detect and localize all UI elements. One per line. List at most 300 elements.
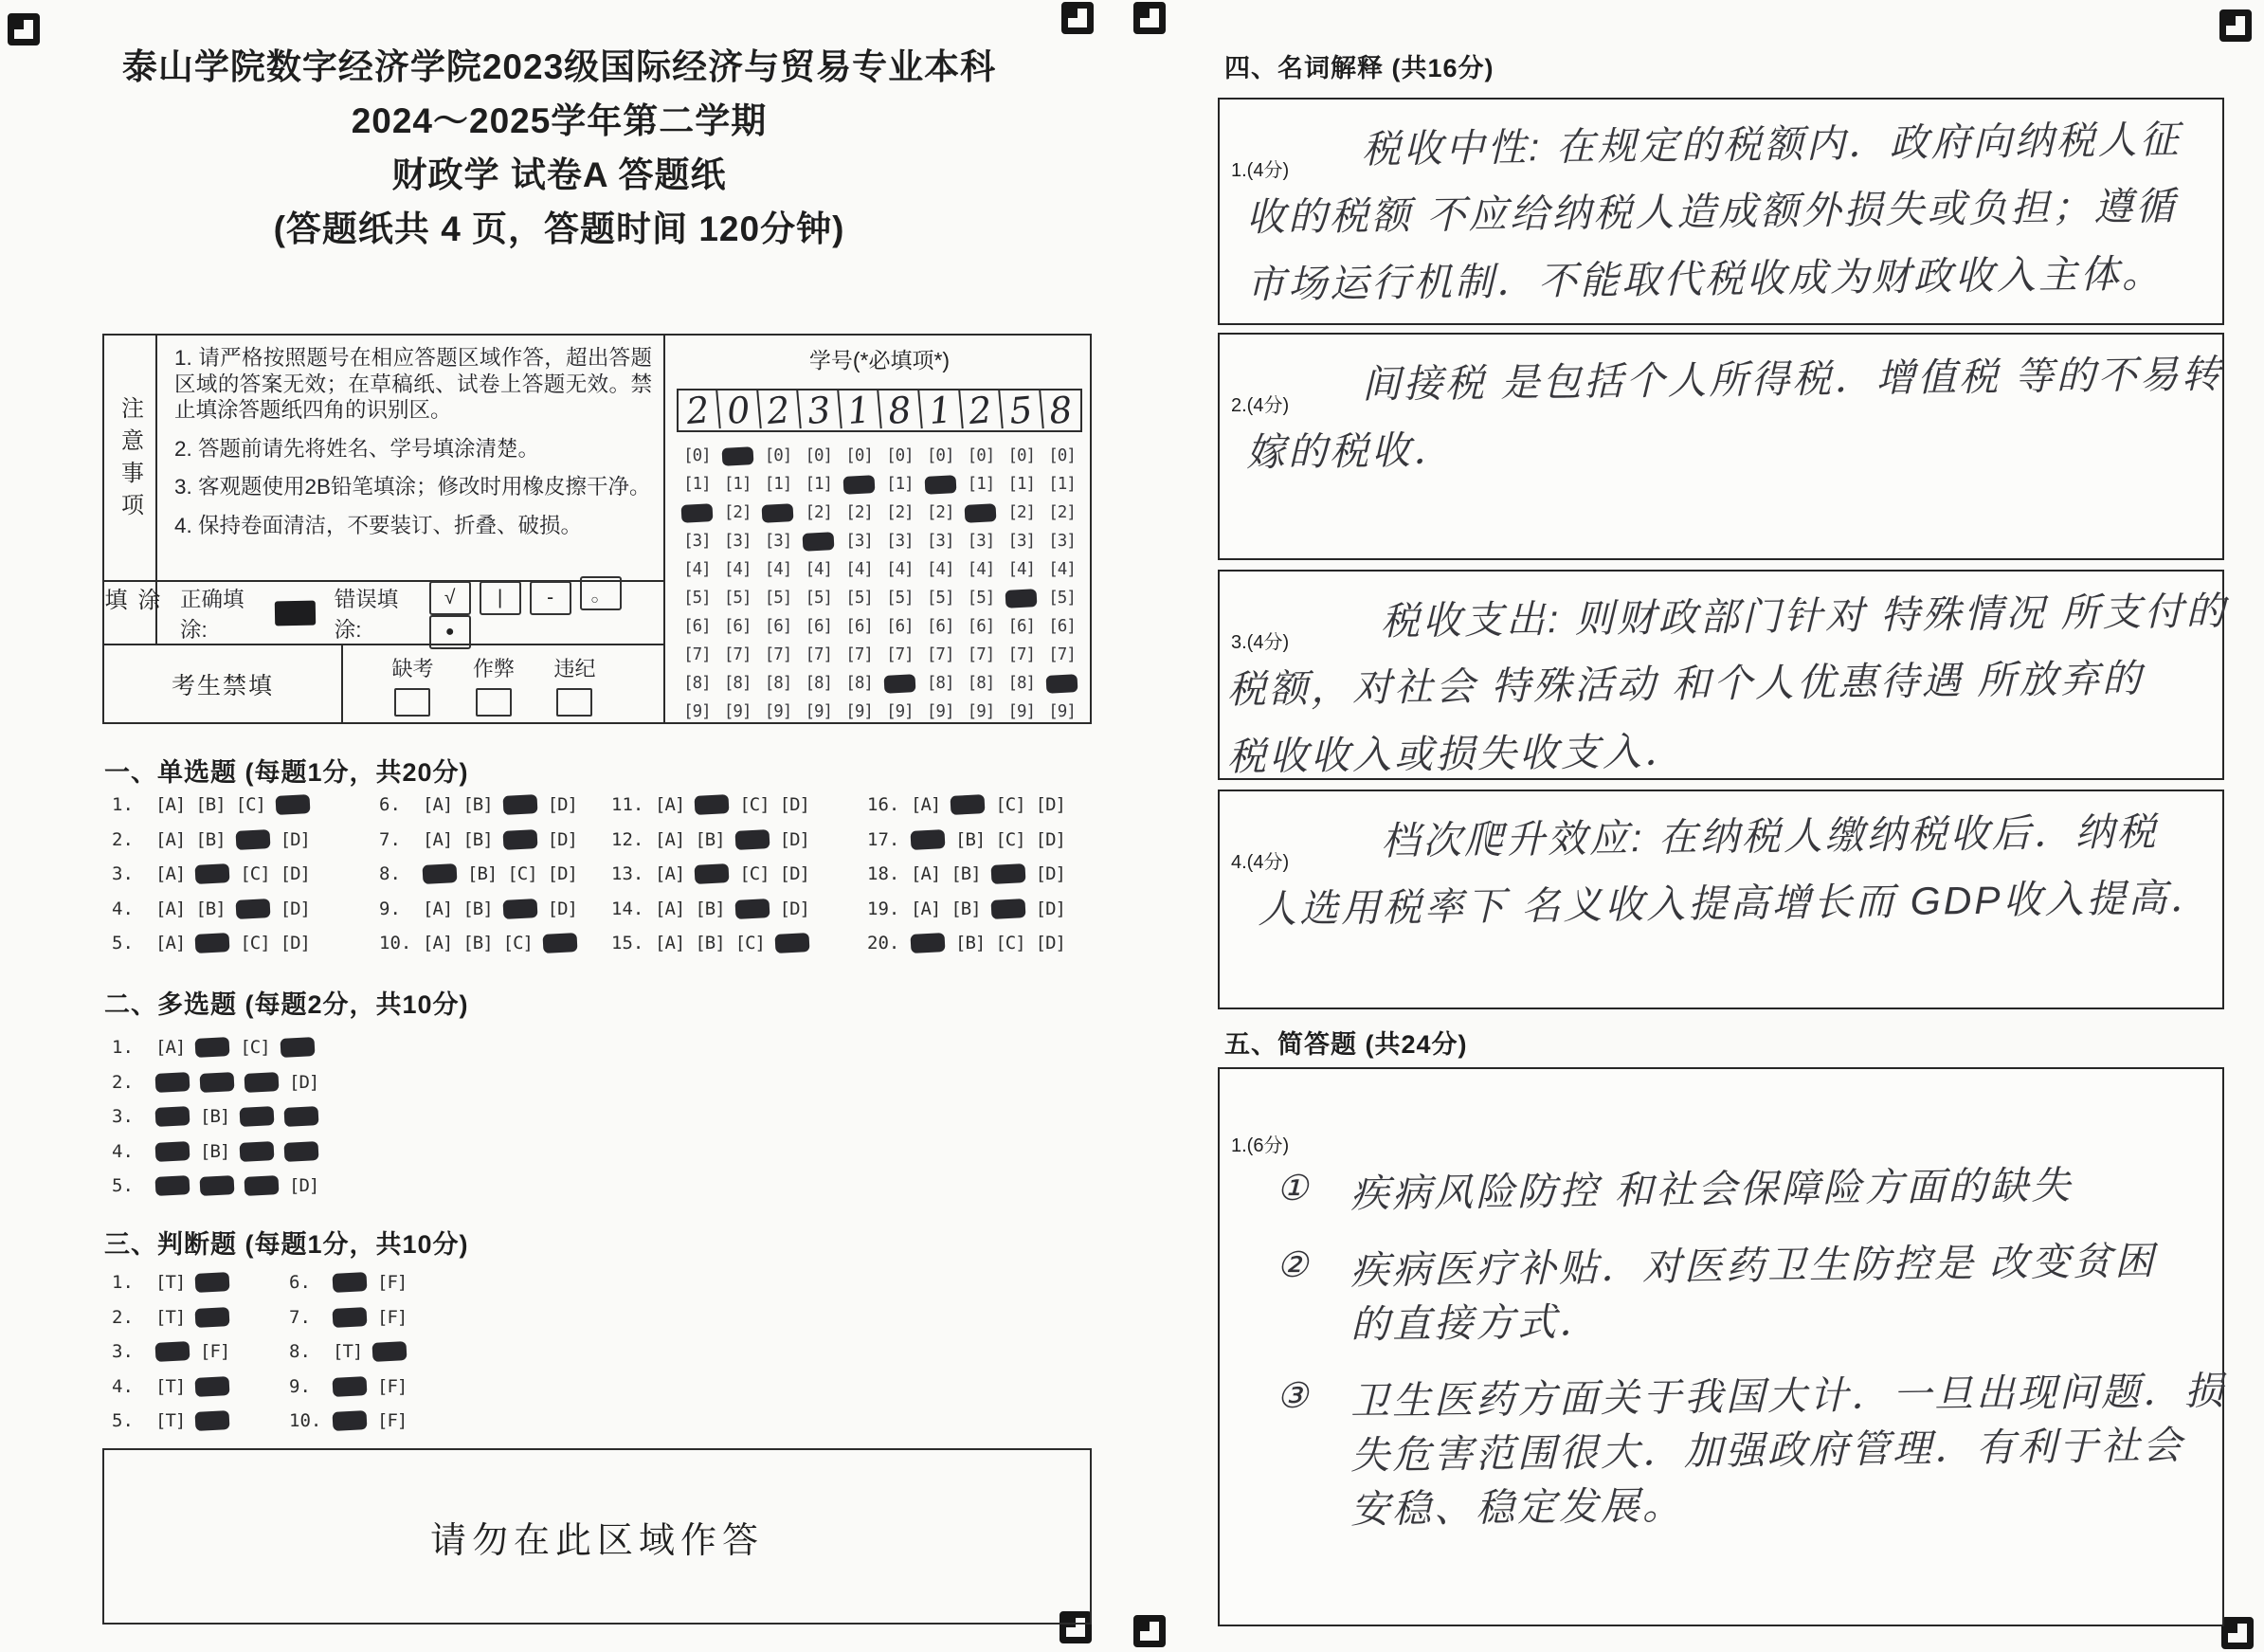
id-bubble: [6] [805, 617, 833, 636]
wrong-fill-mark: - [547, 587, 554, 608]
id-bubble: [3] [926, 532, 954, 551]
option-d: [D] [280, 898, 310, 919]
id-bubble: [0] [683, 446, 711, 465]
registration-mark [1133, 2, 1166, 34]
notice-item: 2. 答题前请先将姓名、学号填涂清楚。 [174, 436, 540, 461]
section-title-term-definitions: 四、名词解释 (共16分) [1224, 54, 1494, 82]
filled-answer-d [542, 933, 577, 953]
id-bubble: [9] [926, 702, 954, 721]
judgment-col-2 [289, 1272, 417, 1445]
pencil-fill-mark [843, 475, 876, 495]
student-id-digit: 1 [839, 389, 882, 432]
id-bubble: [5] [805, 589, 833, 608]
option-d: [D] [547, 863, 577, 884]
filled-answer-b [200, 1175, 235, 1196]
examiner-item-checkbox [394, 688, 430, 717]
question-number: 1. [112, 794, 134, 815]
correct-fill-example [275, 600, 316, 626]
id-bubble-row [677, 442, 1082, 470]
filled-answer-a [155, 1106, 190, 1127]
pencil-fill-mark [1005, 589, 1038, 608]
option-b: [B] [195, 794, 226, 815]
id-bubble: [8] [1007, 674, 1036, 693]
option-t: [T] [155, 1272, 186, 1293]
id-bubble: [5] [886, 589, 914, 608]
question-number: 7. [379, 828, 401, 850]
option-c: [C] [240, 863, 270, 884]
examiner-only-label: 考生禁填 [104, 645, 343, 722]
filled-answer-d [280, 1037, 315, 1058]
student-id-digit: 2 [757, 389, 801, 432]
question-row [379, 933, 588, 968]
id-bubble: [0] [1048, 446, 1076, 465]
id-bubble: [4] [886, 560, 914, 579]
question-number: 6. [289, 1272, 311, 1293]
handwritten-line: 档次爬升效应: 在纳税人缴纳税收后．纳税 [1380, 809, 2160, 863]
id-bubble: [9] [1048, 702, 1076, 721]
single-choice-col-1 [112, 794, 320, 968]
filled-answer-a [155, 1072, 190, 1093]
id-bubble: [9] [764, 702, 792, 721]
short-answer-points [1277, 1151, 2227, 1554]
id-bubble-row [677, 499, 1082, 527]
option-a: [A] [423, 898, 453, 919]
registration-mark [1133, 1615, 1166, 1647]
option-c: [C] [240, 1037, 270, 1058]
question-row [112, 863, 320, 899]
handwritten-line: 卫生医药方面关于我国大计．一旦出现问题．损 [1349, 1369, 2227, 1424]
filled-answer-b [195, 1037, 230, 1058]
handwritten-line: 税额，对社会 特殊活动 和个人优惠待遇 所放弃的 [1226, 656, 2145, 712]
id-bubble: [2] [926, 503, 954, 522]
filled-answer-t [155, 1341, 190, 1362]
question-number: 20. [867, 933, 900, 953]
question-number: 4. [112, 1375, 134, 1397]
filled-answer-c [240, 1106, 275, 1127]
option-c: [C] [739, 794, 770, 815]
id-bubble-filled [1001, 584, 1041, 612]
filled-answer-t [333, 1410, 368, 1431]
question-number: 4. [112, 898, 134, 919]
id-bubble: [7] [764, 645, 792, 664]
id-bubble: [4] [1007, 560, 1036, 579]
option-b: [B] [462, 933, 493, 953]
examiner-only-items [343, 645, 663, 722]
student-id-digit: 2 [677, 389, 720, 432]
question-row [289, 1376, 417, 1411]
single-choice-col-3 [611, 794, 820, 968]
id-bubble: [2] [805, 503, 833, 522]
examiner-item-label: 作弊 [472, 657, 515, 681]
title-line: 泰山学院数字经济学院2023级国际经济与贸易专业本科 [121, 47, 997, 86]
id-bubble: [4] [764, 560, 792, 579]
option-d: [D] [1035, 828, 1065, 850]
student-id-digit: 0 [717, 389, 761, 432]
filled-answer-a [911, 933, 946, 953]
question-row [112, 794, 320, 829]
id-bubble-row [677, 584, 1082, 612]
option-a: [A] [155, 863, 186, 884]
handwritten-line: 失危害范围很大．加强政府管理．有利于社会 [1349, 1423, 2185, 1478]
question-row [379, 794, 588, 829]
option-d: [D] [547, 898, 577, 919]
filled-answer-c [235, 899, 270, 919]
id-bubble: [9] [805, 702, 833, 721]
question-row [289, 1307, 417, 1342]
notice-box [102, 334, 1092, 724]
term-answer-box-3 [1218, 570, 2228, 780]
wrong-fill-mark: √ [444, 587, 456, 608]
id-bubble-filled [798, 527, 839, 555]
title-line: 财政学 试卷A 答题纸 [391, 155, 727, 194]
student-id-header: 学号(*必填项*) [808, 348, 951, 372]
wrong-fill-mark: ○ [590, 591, 599, 607]
title-line: 2024～2025学年第二学期 [351, 101, 768, 140]
single-choice-col-2 [379, 794, 588, 968]
answer-label: 1.(6分) [1231, 1135, 1290, 1156]
id-bubble: [4] [683, 560, 711, 579]
option-a: [A] [155, 828, 186, 850]
filled-answer-b [951, 794, 986, 815]
option-d: [D] [280, 863, 310, 884]
option-b: [B] [955, 828, 986, 850]
id-bubble: [6] [1007, 617, 1036, 636]
option-a: [A] [423, 828, 453, 850]
filled-answer-f [195, 1410, 230, 1431]
question-number: 7. [289, 1306, 311, 1328]
id-bubble: [2] [1007, 503, 1036, 522]
id-bubble: [7] [967, 645, 995, 664]
student-id-digit: 1 [919, 389, 963, 432]
filled-answer-a [423, 863, 458, 884]
student-id-digit: 2 [959, 389, 1003, 432]
option-a: [A] [911, 794, 941, 815]
id-bubble: [4] [926, 560, 954, 579]
option-a: [A] [155, 794, 186, 815]
question-row [867, 794, 1076, 829]
title-line: (答题纸共 4 页，答题时间 120分钟) [273, 209, 845, 248]
id-bubble: [8] [805, 674, 833, 693]
handwritten-line: 收的税额 不应给纳税人造成额外损失或负担；遵循 [1245, 184, 2178, 240]
id-bubble-filled [1041, 669, 1082, 698]
option-d: [D] [779, 794, 809, 815]
id-bubble: [9] [886, 702, 914, 721]
option-c: [C] [507, 863, 537, 884]
id-bubble-filled [758, 499, 799, 527]
id-bubble: [0] [886, 446, 914, 465]
id-bubble-filled [717, 442, 758, 470]
question-row [611, 863, 820, 899]
id-bubble-row [677, 555, 1082, 584]
question-number: 15. [611, 933, 644, 953]
filled-answer-d [284, 1106, 319, 1127]
option-b: [B] [462, 794, 493, 815]
examiner-item-checkbox [556, 688, 592, 717]
question-row [112, 1307, 240, 1342]
question-number: 8. [289, 1341, 311, 1362]
option-d: [D] [1035, 794, 1065, 815]
option-a: [A] [155, 1037, 186, 1058]
question-row [611, 899, 820, 934]
filled-answer-a [155, 1175, 190, 1196]
id-bubble: [9] [845, 702, 873, 721]
correct-fill-label: 正确填涂: [180, 587, 245, 642]
registration-mark [8, 13, 40, 45]
question-row [611, 794, 820, 829]
pencil-fill-mark [803, 532, 835, 552]
examiner-only-row [104, 644, 663, 722]
handwritten-line: 疾病风险防控 和社会保障险方面的缺失 [1349, 1163, 2074, 1216]
option-b: [B] [695, 898, 725, 919]
id-bubble: [0] [764, 446, 792, 465]
question-number: 12. [611, 828, 644, 850]
question-row [112, 933, 320, 968]
question-row [379, 863, 588, 899]
option-c: [C] [995, 794, 1025, 815]
question-number: 5. [112, 1175, 134, 1196]
filled-answer-f [195, 1272, 230, 1293]
notice-row [104, 336, 663, 580]
question-row [112, 1037, 329, 1072]
option-b: [B] [195, 828, 226, 850]
student-id-digit: 3 [798, 389, 842, 432]
question-row [289, 1272, 417, 1307]
option-t: [T] [155, 1410, 186, 1431]
id-bubble: [1] [886, 475, 914, 494]
notice-left-panel [100, 336, 663, 722]
wrong-fill-example [530, 581, 571, 615]
question-number: 19. [867, 898, 900, 919]
question-number: 3. [112, 1341, 134, 1362]
id-bubble-row [677, 470, 1082, 499]
id-bubble: [0] [926, 446, 954, 465]
option-c: [C] [502, 933, 533, 953]
question-row [867, 829, 1076, 864]
student-id-bubble-grid [677, 442, 1082, 726]
question-number: 9. [289, 1375, 311, 1397]
option-d: [D] [1035, 933, 1065, 953]
id-bubble: [4] [723, 560, 752, 579]
filled-answer-f [195, 1376, 230, 1397]
id-bubble: [7] [845, 645, 873, 664]
id-bubble: [8] [845, 674, 873, 693]
option-b: [B] [195, 898, 226, 919]
id-bubble: [0] [805, 446, 833, 465]
question-number: 2. [112, 828, 134, 850]
question-row [289, 1341, 417, 1376]
id-bubble: [0] [1007, 446, 1036, 465]
option-b: [B] [462, 828, 493, 850]
id-bubble: [9] [723, 702, 752, 721]
question-number: 9. [379, 898, 401, 919]
id-bubble: [7] [723, 645, 752, 664]
point-marker: ③ [1277, 1376, 1309, 1415]
question-number: 1. [112, 1037, 134, 1058]
id-bubble: [4] [967, 560, 995, 579]
exam-title-block [57, 40, 1061, 256]
id-bubble-filled [961, 499, 1002, 527]
wrong-fill-example [480, 581, 521, 615]
notice-side-label: 注意事项 [104, 336, 157, 580]
id-bubble: [5] [845, 589, 873, 608]
question-row [867, 899, 1076, 934]
id-bubble: [5] [683, 589, 711, 608]
id-bubble-row [677, 641, 1082, 669]
id-bubble: [3] [764, 532, 792, 551]
handwritten-line: 税收中性: 在规定的税额内．政府向纳税人征 [1361, 117, 2182, 172]
handwritten-line: 安稳、稳定发展。 [1349, 1483, 1685, 1532]
notice-item: 4. 保持卷面清洁，不要装订、折叠、破损。 [174, 513, 583, 537]
judgment-col-1 [112, 1272, 240, 1445]
pencil-fill-mark [680, 503, 713, 523]
filled-answer-a [155, 1141, 190, 1162]
fill-example-row [100, 580, 663, 644]
option-d: [D] [547, 828, 577, 850]
pencil-fill-mark [1046, 674, 1078, 694]
id-bubble: [4] [805, 560, 833, 579]
question-row [112, 1072, 329, 1107]
id-bubble: [1] [683, 475, 711, 494]
short-answer-point [1277, 1162, 2203, 1216]
filled-answer-f [372, 1341, 408, 1362]
option-d: [D] [280, 828, 310, 850]
filled-answer-b [200, 1072, 235, 1093]
option-c: [C] [240, 933, 270, 953]
examiner-item [553, 653, 595, 722]
section-title-single-choice: 一、单选题 (每题1分，共20分) [104, 758, 469, 787]
option-f: [F] [377, 1306, 408, 1328]
option-d: [D] [1035, 863, 1065, 884]
short-answer-point [1277, 1239, 2203, 1347]
id-bubble: [2] [1048, 503, 1076, 522]
wrong-fill-mark: | [497, 587, 503, 608]
id-bubble: [9] [1007, 702, 1036, 721]
option-b: [B] [951, 863, 981, 884]
question-number: 2. [112, 1071, 134, 1093]
option-b: [B] [462, 898, 493, 919]
registration-mark [1061, 2, 1094, 34]
id-bubble: [7] [1048, 645, 1076, 664]
filled-answer-b [695, 794, 730, 815]
handwritten-line: 税收支出: 则财政部门针对 特殊情况 所支付的 [1380, 589, 2228, 644]
pencil-fill-mark [762, 503, 794, 523]
option-a: [A] [911, 863, 941, 884]
answer-label: 2.(4分) [1231, 395, 1290, 416]
id-bubble: [3] [683, 532, 711, 551]
id-bubble: [6] [845, 617, 873, 636]
id-bubble: [0] [845, 446, 873, 465]
question-number: 14. [611, 898, 644, 919]
id-bubble-row [677, 669, 1082, 698]
id-bubble: [6] [723, 617, 752, 636]
question-row [112, 1272, 240, 1307]
option-d: [D] [779, 863, 809, 884]
registration-mark [2219, 9, 2252, 42]
filled-answer-d [284, 1141, 319, 1162]
filled-answer-c [990, 899, 1025, 919]
id-bubble: [3] [1007, 532, 1036, 551]
id-bubble-filled [879, 669, 920, 698]
option-f: [F] [200, 1341, 230, 1362]
option-a: [A] [655, 828, 685, 850]
id-bubble: [3] [886, 532, 914, 551]
filled-answer-d [275, 794, 310, 815]
id-bubble: [9] [967, 702, 995, 721]
multi-choice-col [112, 1037, 329, 1210]
student-id-digit-row [677, 389, 1082, 432]
option-b: [B] [695, 828, 725, 850]
option-a: [A] [423, 933, 453, 953]
wrong-fill-label: 错误填涂: [334, 587, 399, 642]
question-row [611, 829, 820, 864]
id-bubble: [5] [764, 589, 792, 608]
filled-answer-c [502, 794, 537, 815]
question-row [112, 1175, 329, 1210]
answer-label: 3.(4分) [1231, 632, 1290, 653]
option-f: [F] [377, 1410, 408, 1431]
option-a: [A] [155, 933, 186, 953]
question-number: 16. [867, 794, 900, 815]
option-a: [A] [655, 898, 685, 919]
option-c: [C] [235, 794, 265, 815]
student-id-digit: 8 [878, 389, 922, 432]
id-bubble: [8] [967, 674, 995, 693]
id-bubble: [7] [926, 645, 954, 664]
section-title-judgment: 三、判断题 (每题1分，共10分) [104, 1230, 469, 1259]
question-row [112, 1410, 240, 1445]
question-number: 4. [112, 1140, 134, 1162]
option-c: [C] [995, 933, 1025, 953]
id-bubble-filled [920, 470, 961, 499]
option-d: [D] [547, 794, 577, 815]
option-b: [B] [951, 898, 981, 919]
option-c: [C] [739, 863, 770, 884]
short-answer-point [1277, 1369, 2227, 1532]
filled-answer-c [245, 1175, 280, 1196]
filled-answer-t [333, 1307, 368, 1328]
term-answer-box-1 [1218, 98, 2224, 325]
option-f: [F] [377, 1272, 408, 1293]
option-a: [A] [155, 898, 186, 919]
option-t: [T] [155, 1375, 186, 1397]
filled-answer-c [734, 829, 770, 850]
id-bubble-filled [839, 470, 879, 499]
question-number: 17. [867, 828, 900, 850]
wrong-fill-example [429, 581, 471, 615]
student-id-panel [663, 336, 1094, 722]
option-b: [B] [955, 933, 986, 953]
option-b: [B] [695, 933, 725, 953]
single-choice-col-4 [867, 794, 1076, 968]
filled-answer-a [911, 829, 946, 850]
handwritten-line: 人选用税率下 名义收入提高增长而 GDP收入提高． [1257, 875, 2212, 932]
id-bubble: [2] [886, 503, 914, 522]
id-bubble-row [677, 612, 1082, 641]
id-bubble: [5] [1048, 589, 1076, 608]
filled-answer-b [695, 863, 730, 884]
answer-label: 1.(4分) [1231, 160, 1290, 181]
id-bubble: [3] [845, 532, 873, 551]
id-bubble: [6] [886, 617, 914, 636]
option-d: [D] [779, 828, 809, 850]
pencil-fill-mark [924, 475, 956, 495]
id-bubble: [7] [683, 645, 711, 664]
option-a: [A] [423, 794, 453, 815]
notice-items [159, 336, 663, 580]
option-a: [A] [655, 933, 685, 953]
handwritten-line: 疾病医疗补贴．对医药卫生防控是 改变贫困 [1349, 1239, 2157, 1293]
handwritten-line: 间接税 是包括个人所得税．增值税 等的不易转 [1361, 352, 2224, 407]
